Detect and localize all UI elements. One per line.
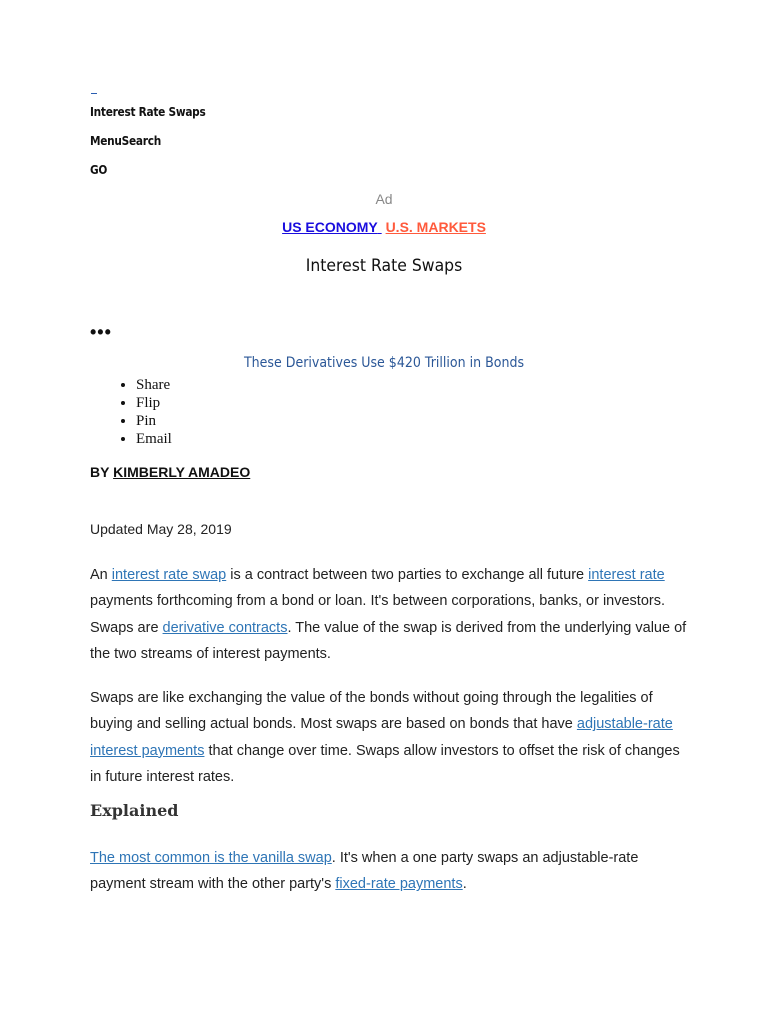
category-us-economy[interactable]: US ECONOMY	[282, 219, 378, 235]
link-adjustable-rate[interactable]: adjustable-rate interest payments	[90, 716, 673, 759]
text: Swaps are like exchanging the value of the bonds without going through the legalities of buying and selling actual bonds. Most swaps are based on bonds that have	[90, 690, 653, 733]
link-interest-rate[interactable]: interest rate	[588, 567, 665, 583]
category-us-markets[interactable]: U.S. MARKETS	[385, 219, 486, 235]
text: that change over time. Swaps allow investors to offset the risk of changes in future interest rates.	[90, 742, 680, 785]
paragraph-intro	[90, 562, 690, 667]
text: .	[462, 876, 467, 893]
share-list	[110, 376, 172, 448]
text: An	[90, 567, 112, 583]
link-fixed-rate-payments[interactable]: fixed-rate payments	[335, 876, 463, 893]
article-title: Interest Rate Swaps	[305, 256, 463, 276]
paragraph-swaps	[90, 685, 690, 790]
byline-prefix: BY	[90, 464, 110, 480]
text: . The value of the swap is derived from the underlying value of the two streams of interest payments.	[90, 619, 687, 662]
ad-label: Ad	[375, 191, 393, 207]
text: payments forthcoming from a bond or loan. It's between corporations, banks, or investors. Swaps are	[90, 593, 666, 636]
section-heading-explained: Explained	[90, 801, 179, 820]
menu-search-link[interactable]: MenuSearch	[90, 134, 161, 148]
byline	[90, 464, 250, 480]
author-link[interactable]: KIMBERLY AMADEO	[113, 464, 251, 480]
site-title: Interest Rate Swaps	[90, 105, 206, 119]
article-subtitle: These Derivatives Use $420 Trillion in Bonds	[243, 355, 525, 371]
more-options-icon[interactable]: •••	[90, 322, 112, 342]
paragraph-explained	[90, 845, 690, 898]
updated-date: Updated May 28, 2019	[90, 521, 232, 537]
text: . It's when a one party swaps an adjustable-rate payment stream with the other party's	[90, 850, 639, 893]
text: is a contract between two parties to exchange all future	[226, 567, 589, 583]
category-spacer	[378, 219, 382, 235]
top-link[interactable]	[91, 82, 97, 94]
link-vanilla-swap[interactable]: The most common is the vanilla swap	[90, 850, 332, 866]
share-item-share[interactable]: • Share	[136, 376, 172, 394]
category-links	[0, 219, 768, 235]
share-item-email[interactable]: • Email	[136, 430, 172, 448]
link-interest-rate-swap[interactable]: interest rate swap	[111, 567, 227, 583]
go-button[interactable]: GO	[90, 163, 108, 177]
share-item-pin[interactable]: • Pin	[136, 412, 172, 430]
link-derivative-contracts[interactable]: derivative contracts	[162, 619, 288, 636]
share-item-flip[interactable]: • Flip	[136, 394, 172, 412]
